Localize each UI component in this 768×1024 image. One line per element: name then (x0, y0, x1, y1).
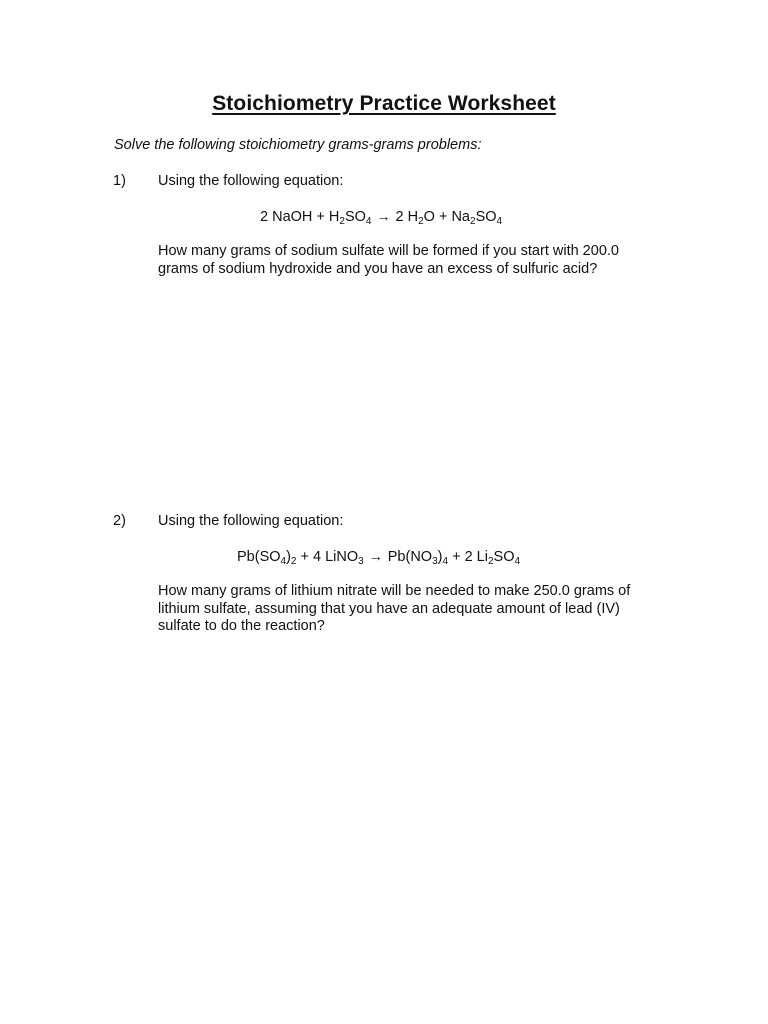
problem-question (158, 583, 668, 636)
eq-subscript: 3 (432, 556, 438, 567)
eq-subscript: 4 (280, 556, 287, 567)
eq-text: 2 H (395, 209, 419, 225)
chemical-equation (237, 548, 520, 565)
eq-text: SO (493, 549, 515, 565)
eq-subscript: 3 (358, 556, 364, 567)
eq-text: Pb(SO (237, 549, 281, 565)
eq-text: Pb(NO (387, 549, 433, 565)
instructions: Solve the following stoichiometry grams-grams problems: (114, 137, 482, 153)
problem-lead: Using the following equation: (158, 513, 344, 529)
problem-lead: Using the following equation: (158, 173, 344, 189)
eq-subscript: 4 (496, 216, 503, 227)
reaction-arrow-icon: → (376, 208, 391, 224)
eq-subscript: 2 (487, 556, 494, 567)
eq-subscript: 4 (365, 216, 372, 227)
page-title: Stoichiometry Practice Worksheet (212, 92, 556, 115)
question-line: sulfate to do the reaction? (158, 618, 325, 634)
eq-subscript: 2 (290, 556, 297, 567)
eq-subscript: 4 (514, 556, 521, 567)
question-line: lithium sulfate, assuming that you have an adequate amount of lead (IV) (158, 600, 620, 617)
eq-text: ) (437, 549, 443, 565)
eq-text: + 4 LiNO (296, 549, 359, 565)
eq-text: ) (286, 549, 291, 565)
eq-subscript: 2 (470, 216, 476, 227)
eq-text: SO (344, 209, 366, 225)
problem-question (158, 243, 668, 278)
question-line: How many grams of lithium nitrate will be needed to make 250.0 grams of (158, 583, 631, 599)
problem-number: 1) (113, 173, 126, 189)
question-line: grams of sodium hydroxide and you have an excess of sulfuric acid? (158, 260, 598, 277)
chemical-equation (260, 208, 502, 225)
eq-subscript: 2 (339, 216, 345, 227)
eq-text: SO (475, 209, 497, 225)
eq-text: O + Na (423, 209, 470, 225)
eq-text: + 2 Li (448, 549, 488, 565)
problem-number: 2) (113, 513, 126, 529)
question-line: How many grams of sodium sulfate will be formed if you start with 200.0 (158, 243, 619, 259)
eq-subscript: 2 (418, 216, 424, 227)
reaction-arrow-icon: → (368, 548, 383, 564)
eq-subscript: 4 (442, 556, 449, 567)
eq-text: 2 NaOH + H (260, 209, 340, 225)
